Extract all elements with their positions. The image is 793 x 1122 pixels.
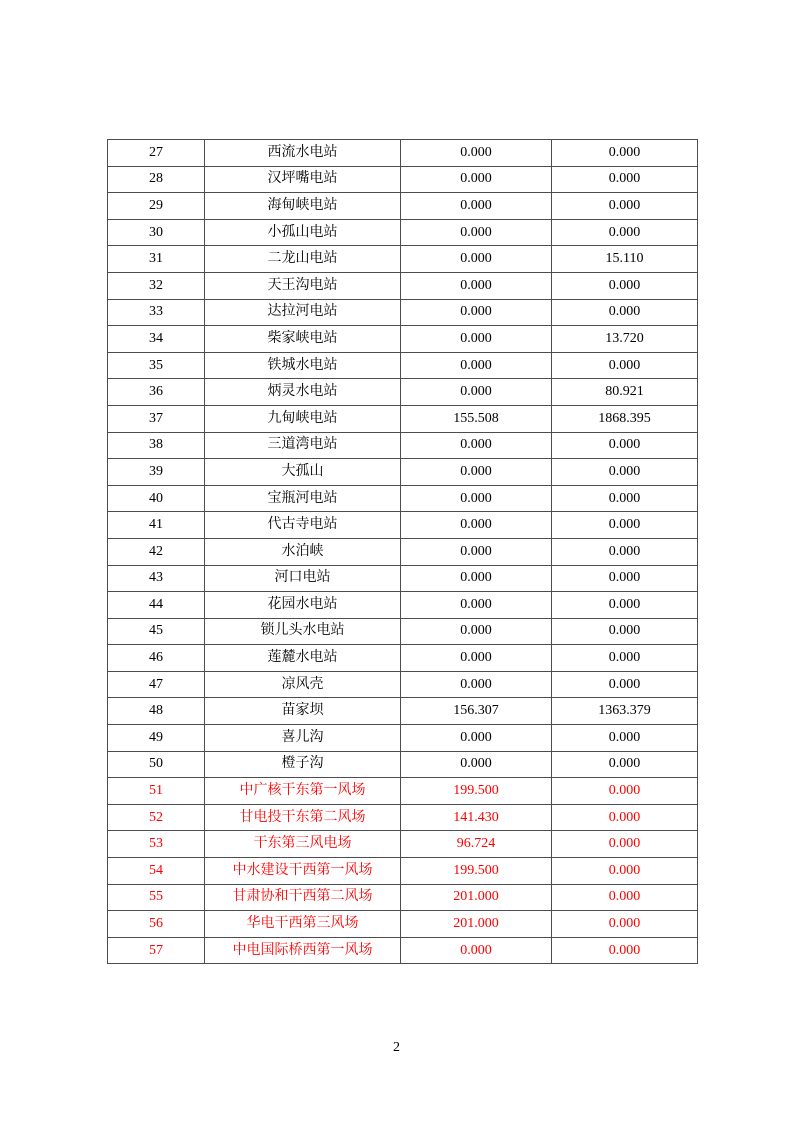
station-name-cell: 天王沟电站 bbox=[205, 272, 401, 299]
row-number-cell: 44 bbox=[108, 592, 205, 619]
row-number-cell: 32 bbox=[108, 272, 205, 299]
station-name-cell: 铁城水电站 bbox=[205, 352, 401, 379]
value-1-cell: 96.724 bbox=[401, 831, 552, 858]
station-name-cell: 代古寺电站 bbox=[205, 512, 401, 539]
station-name-cell: 大孤山 bbox=[205, 459, 401, 486]
value-1-cell: 141.430 bbox=[401, 804, 552, 831]
table-row bbox=[108, 804, 698, 831]
value-1-cell: 201.000 bbox=[401, 884, 552, 911]
value-2-cell: 0.000 bbox=[552, 751, 698, 778]
value-2-cell: 0.000 bbox=[552, 512, 698, 539]
value-1-cell: 0.000 bbox=[401, 193, 552, 220]
value-2-cell: 15.110 bbox=[552, 246, 698, 273]
value-1-cell: 0.000 bbox=[401, 671, 552, 698]
table-row bbox=[108, 698, 698, 725]
value-1-cell: 0.000 bbox=[401, 485, 552, 512]
value-1-cell: 0.000 bbox=[401, 512, 552, 539]
row-number-cell: 47 bbox=[108, 671, 205, 698]
row-number-cell: 57 bbox=[108, 937, 205, 964]
row-number-cell: 48 bbox=[108, 698, 205, 725]
value-1-cell: 0.000 bbox=[401, 592, 552, 619]
station-name-cell: 水泊峡 bbox=[205, 538, 401, 565]
value-1-cell: 0.000 bbox=[401, 937, 552, 964]
value-2-cell: 0.000 bbox=[552, 219, 698, 246]
table-row bbox=[108, 937, 698, 964]
value-2-cell: 1868.395 bbox=[552, 405, 698, 432]
value-1-cell: 0.000 bbox=[401, 299, 552, 326]
row-number-cell: 50 bbox=[108, 751, 205, 778]
value-1-cell: 0.000 bbox=[401, 140, 552, 167]
value-2-cell: 0.000 bbox=[552, 831, 698, 858]
row-number-cell: 55 bbox=[108, 884, 205, 911]
table-row bbox=[108, 512, 698, 539]
row-number-cell: 35 bbox=[108, 352, 205, 379]
station-name-cell: 苗家坝 bbox=[205, 698, 401, 725]
row-number-cell: 29 bbox=[108, 193, 205, 220]
station-name-cell: 九甸峡电站 bbox=[205, 405, 401, 432]
value-1-cell: 0.000 bbox=[401, 379, 552, 406]
power-station-table bbox=[107, 139, 698, 964]
value-1-cell: 0.000 bbox=[401, 246, 552, 273]
row-number-cell: 33 bbox=[108, 299, 205, 326]
table-row bbox=[108, 592, 698, 619]
station-name-cell: 海甸峡电站 bbox=[205, 193, 401, 220]
station-name-cell: 锁儿头水电站 bbox=[205, 618, 401, 645]
value-1-cell: 0.000 bbox=[401, 538, 552, 565]
row-number-cell: 39 bbox=[108, 459, 205, 486]
station-name-cell: 炳灵水电站 bbox=[205, 379, 401, 406]
value-1-cell: 0.000 bbox=[401, 166, 552, 193]
row-number-cell: 38 bbox=[108, 432, 205, 459]
row-number-cell: 52 bbox=[108, 804, 205, 831]
value-2-cell: 0.000 bbox=[552, 352, 698, 379]
value-1-cell: 0.000 bbox=[401, 432, 552, 459]
value-2-cell: 0.000 bbox=[552, 272, 698, 299]
table-row bbox=[108, 831, 698, 858]
value-2-cell: 0.000 bbox=[552, 858, 698, 885]
row-number-cell: 31 bbox=[108, 246, 205, 273]
value-1-cell: 0.000 bbox=[401, 565, 552, 592]
station-name-cell: 柴家峡电站 bbox=[205, 326, 401, 353]
value-2-cell: 0.000 bbox=[552, 911, 698, 938]
table-row bbox=[108, 272, 698, 299]
value-2-cell: 0.000 bbox=[552, 671, 698, 698]
row-number-cell: 28 bbox=[108, 166, 205, 193]
value-2-cell: 0.000 bbox=[552, 459, 698, 486]
value-1-cell: 199.500 bbox=[401, 858, 552, 885]
table-row bbox=[108, 140, 698, 167]
table-row bbox=[108, 379, 698, 406]
table-row bbox=[108, 299, 698, 326]
row-number-cell: 53 bbox=[108, 831, 205, 858]
row-number-cell: 34 bbox=[108, 326, 205, 353]
value-2-cell: 0.000 bbox=[552, 485, 698, 512]
value-1-cell: 0.000 bbox=[401, 272, 552, 299]
value-2-cell: 13.720 bbox=[552, 326, 698, 353]
station-name-cell: 汉坪嘴电站 bbox=[205, 166, 401, 193]
table-row bbox=[108, 352, 698, 379]
value-2-cell: 0.000 bbox=[552, 884, 698, 911]
table-row bbox=[108, 645, 698, 672]
value-2-cell: 0.000 bbox=[552, 645, 698, 672]
station-name-cell: 中水建设干西第一风场 bbox=[205, 858, 401, 885]
value-2-cell: 0.000 bbox=[552, 193, 698, 220]
table-row bbox=[108, 219, 698, 246]
value-2-cell: 0.000 bbox=[552, 140, 698, 167]
value-1-cell: 199.500 bbox=[401, 778, 552, 805]
station-name-cell: 甘电投干东第二风场 bbox=[205, 804, 401, 831]
value-2-cell: 0.000 bbox=[552, 432, 698, 459]
station-name-cell: 干东第三风电场 bbox=[205, 831, 401, 858]
table-row bbox=[108, 246, 698, 273]
row-number-cell: 45 bbox=[108, 618, 205, 645]
station-name-cell: 三道湾电站 bbox=[205, 432, 401, 459]
table-row bbox=[108, 778, 698, 805]
value-1-cell: 201.000 bbox=[401, 911, 552, 938]
row-number-cell: 37 bbox=[108, 405, 205, 432]
station-name-cell: 甘肃协和干西第二风场 bbox=[205, 884, 401, 911]
station-name-cell: 花园水电站 bbox=[205, 592, 401, 619]
row-number-cell: 51 bbox=[108, 778, 205, 805]
value-1-cell: 0.000 bbox=[401, 352, 552, 379]
row-number-cell: 30 bbox=[108, 219, 205, 246]
table-row bbox=[108, 911, 698, 938]
station-name-cell: 中电国际桥西第一风场 bbox=[205, 937, 401, 964]
table-row bbox=[108, 671, 698, 698]
station-name-cell: 凉风壳 bbox=[205, 671, 401, 698]
value-1-cell: 0.000 bbox=[401, 618, 552, 645]
station-name-cell: 达拉河电站 bbox=[205, 299, 401, 326]
row-number-cell: 43 bbox=[108, 565, 205, 592]
station-name-cell: 中广核干东第一风场 bbox=[205, 778, 401, 805]
value-2-cell: 0.000 bbox=[552, 778, 698, 805]
value-1-cell: 0.000 bbox=[401, 459, 552, 486]
station-name-cell: 二龙山电站 bbox=[205, 246, 401, 273]
value-1-cell: 0.000 bbox=[401, 326, 552, 353]
row-number-cell: 41 bbox=[108, 512, 205, 539]
row-number-cell: 40 bbox=[108, 485, 205, 512]
table-row bbox=[108, 193, 698, 220]
table-row bbox=[108, 618, 698, 645]
table-row bbox=[108, 884, 698, 911]
station-name-cell: 西流水电站 bbox=[205, 140, 401, 167]
value-2-cell: 0.000 bbox=[552, 565, 698, 592]
table-row bbox=[108, 405, 698, 432]
value-2-cell: 1363.379 bbox=[552, 698, 698, 725]
value-2-cell: 0.000 bbox=[552, 937, 698, 964]
station-name-cell: 河口电站 bbox=[205, 565, 401, 592]
row-number-cell: 49 bbox=[108, 725, 205, 752]
station-name-cell: 喜儿沟 bbox=[205, 725, 401, 752]
row-number-cell: 27 bbox=[108, 140, 205, 167]
value-2-cell: 80.921 bbox=[552, 379, 698, 406]
station-name-cell: 小孤山电站 bbox=[205, 219, 401, 246]
row-number-cell: 46 bbox=[108, 645, 205, 672]
value-1-cell: 0.000 bbox=[401, 751, 552, 778]
table-row bbox=[108, 751, 698, 778]
table-row bbox=[108, 565, 698, 592]
value-2-cell: 0.000 bbox=[552, 618, 698, 645]
value-1-cell: 155.508 bbox=[401, 405, 552, 432]
value-1-cell: 0.000 bbox=[401, 725, 552, 752]
station-name-cell: 华电干西第三风场 bbox=[205, 911, 401, 938]
row-number-cell: 42 bbox=[108, 538, 205, 565]
table-row bbox=[108, 858, 698, 885]
value-2-cell: 0.000 bbox=[552, 299, 698, 326]
station-name-cell: 宝瓶河电站 bbox=[205, 485, 401, 512]
table-row bbox=[108, 166, 698, 193]
value-2-cell: 0.000 bbox=[552, 592, 698, 619]
row-number-cell: 54 bbox=[108, 858, 205, 885]
value-2-cell: 0.000 bbox=[552, 725, 698, 752]
table-row bbox=[108, 326, 698, 353]
table-row bbox=[108, 485, 698, 512]
value-1-cell: 0.000 bbox=[401, 645, 552, 672]
power-station-table-body bbox=[108, 140, 698, 964]
value-1-cell: 156.307 bbox=[401, 698, 552, 725]
value-2-cell: 0.000 bbox=[552, 166, 698, 193]
value-1-cell: 0.000 bbox=[401, 219, 552, 246]
station-name-cell: 莲麓水电站 bbox=[205, 645, 401, 672]
row-number-cell: 56 bbox=[108, 911, 205, 938]
table-row bbox=[108, 432, 698, 459]
value-2-cell: 0.000 bbox=[552, 804, 698, 831]
value-2-cell: 0.000 bbox=[552, 538, 698, 565]
table-row bbox=[108, 725, 698, 752]
station-name-cell: 橙子沟 bbox=[205, 751, 401, 778]
table-row bbox=[108, 459, 698, 486]
row-number-cell: 36 bbox=[108, 379, 205, 406]
table-row bbox=[108, 538, 698, 565]
page-number: 2 bbox=[393, 1040, 400, 1055]
